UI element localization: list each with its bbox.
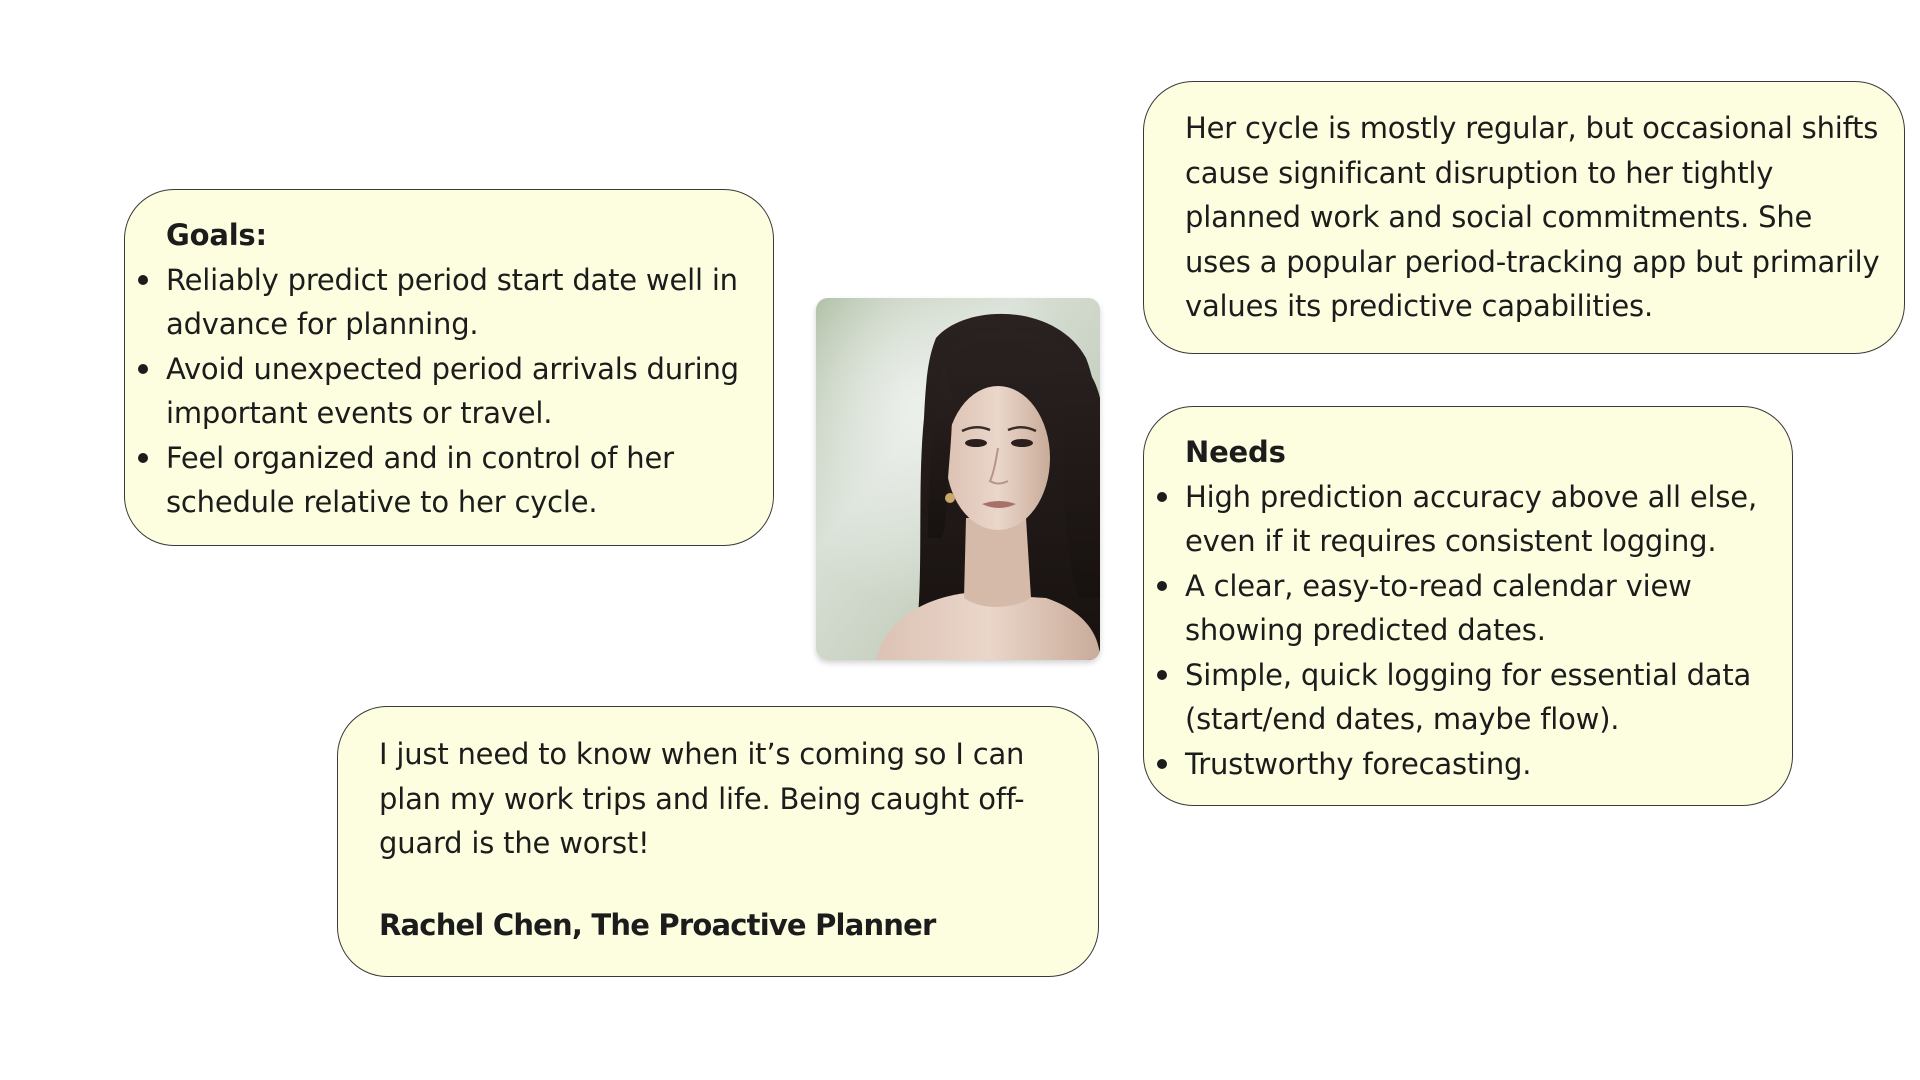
- bullet-icon: [138, 275, 148, 285]
- bullet-icon: [138, 364, 148, 374]
- quote-card: [337, 706, 1099, 977]
- needs-item-text: Trustworthy forecasting.: [1185, 746, 1532, 781]
- needs-item: [1185, 653, 1772, 742]
- needs-item-text: High prediction accuracy above all else, even if it requires consistent logging.: [1185, 479, 1757, 558]
- bullet-icon: [1157, 670, 1167, 680]
- needs-list: [1185, 475, 1772, 787]
- context-card: [1143, 81, 1905, 354]
- goals-item: [166, 258, 753, 347]
- needs-card: [1143, 406, 1793, 806]
- bullet-icon: [1157, 759, 1167, 769]
- needs-item: [1185, 742, 1772, 787]
- bullet-icon: [1157, 581, 1167, 591]
- needs-item: [1185, 475, 1772, 564]
- needs-item-text: A clear, easy-to-read calendar view showing predicted dates.: [1185, 568, 1692, 647]
- persona-name: Rachel Chen, The Proactive Planner: [379, 907, 936, 942]
- context-text: Her cycle is mostly regular, but occasional shifts cause significant disruption to her tightly planned work and social commitments. She uses a popular period-tracking app but primarily values its predictive capabilities.: [1185, 111, 1880, 323]
- goals-item: [166, 347, 753, 436]
- goals-card: [124, 189, 774, 546]
- bullet-icon: [138, 453, 148, 463]
- needs-item: [1185, 564, 1772, 653]
- goals-item: [166, 436, 753, 525]
- persona-photo: [816, 298, 1100, 660]
- persona-quote: I just need to know when it’s coming so I can plan my work trips and life. Being caught off-guard is the worst!: [379, 737, 1025, 860]
- goals-item-text: Avoid unexpected period arrivals during important events or travel.: [166, 351, 739, 430]
- goals-heading: Goals:: [166, 218, 267, 252]
- goals-list: [166, 258, 753, 525]
- goals-item-text: Feel organized and in control of her schedule relative to her cycle.: [166, 440, 674, 519]
- persona-portrait-image: [816, 298, 1100, 660]
- needs-heading: Needs: [1185, 435, 1286, 469]
- needs-item-text: Simple, quick logging for essential data (start/end dates, maybe flow).: [1185, 657, 1752, 736]
- bullet-icon: [1157, 492, 1167, 502]
- goals-item-text: Reliably predict period start date well in advance for planning.: [166, 262, 738, 341]
